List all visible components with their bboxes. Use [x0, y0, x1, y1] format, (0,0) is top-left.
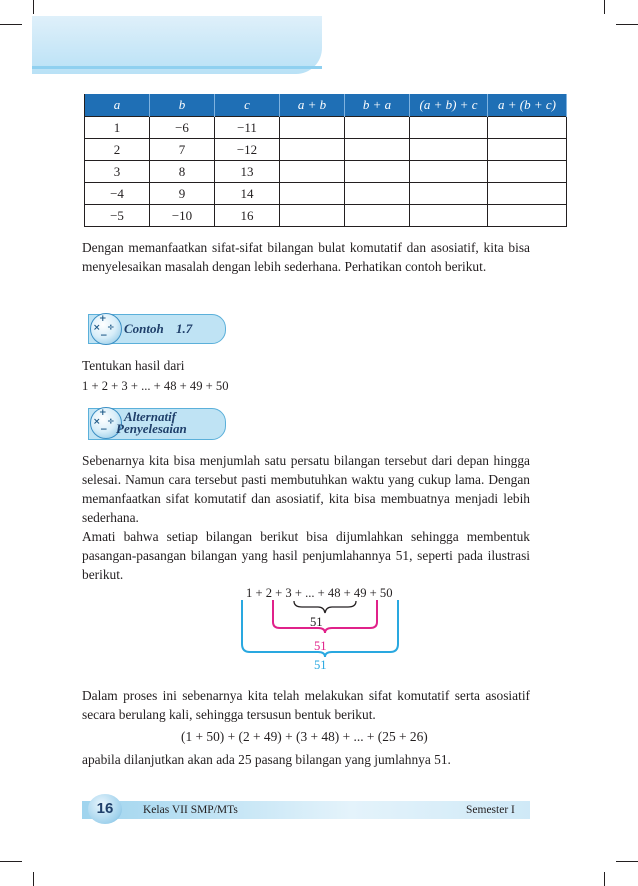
table-cell: 3	[85, 161, 150, 183]
solution-badge-line2: Penyelesaian	[116, 421, 187, 436]
table-cell: −11	[215, 117, 280, 139]
operations-table	[84, 94, 567, 227]
table-cell: 8	[150, 161, 215, 183]
table-cell	[488, 139, 567, 161]
inner-sum: 51	[310, 615, 323, 629]
solution-paragraph-1: Sebenarnya kita bisa menjumlah satu persatu bilangan tersebut dari depan hingga selesai. Namun cara tersebut pasti membutuhkan waktu yang cukup lama. Dengan memanfaatkan sifat komutatif dan asosiatif, kita bisa membuatnya menjadi lebih sederhana.	[82, 453, 530, 525]
example-expression: 1 + 2 + 3 + ... + 48 + 49 + 50	[82, 379, 229, 393]
crop-mark	[33, 872, 34, 886]
header-cell: a + b	[280, 94, 345, 117]
table-cell: 14	[215, 183, 280, 205]
crop-mark	[604, 872, 605, 886]
footer-semester: Semester I	[466, 804, 515, 816]
footer-book-title: Kelas VII SMP/MTs	[143, 804, 238, 816]
header-band-line	[32, 66, 322, 69]
table-cell: 7	[150, 139, 215, 161]
table-cell	[345, 183, 410, 205]
middle-bracket	[273, 600, 377, 633]
table-row	[85, 205, 567, 227]
table-cell: −10	[150, 205, 215, 227]
table-cell	[488, 117, 567, 139]
outer-sum: 51	[314, 658, 327, 672]
crop-mark	[604, 0, 605, 14]
table-cell: 13	[215, 161, 280, 183]
table-cell	[345, 161, 410, 183]
table-cell	[410, 183, 488, 205]
table-cell	[410, 117, 488, 139]
pair-expression: (1 + 50) + (2 + 49) + (3 + 48) + ... + (25 + 26)	[181, 729, 428, 744]
crop-mark	[33, 0, 34, 14]
header-cell: a + (b + c)	[488, 94, 567, 117]
table-cell: 2	[85, 139, 150, 161]
table-cell	[345, 117, 410, 139]
table-cell	[488, 161, 567, 183]
table-cell: 16	[215, 205, 280, 227]
page-number: 16	[88, 794, 122, 824]
inner-brace	[294, 601, 356, 613]
table-header-row	[85, 94, 567, 117]
example-badge-label: Contoh	[124, 321, 164, 336]
table-cell: −6	[150, 117, 215, 139]
table-cell	[488, 183, 567, 205]
middle-sum: 51	[314, 639, 327, 653]
closing-line: apabila dilanjutkan akan ada 25 pasang bilangan yang jumlahnya 51.	[82, 752, 451, 767]
table-cell	[345, 139, 410, 161]
crop-mark	[0, 24, 22, 25]
example-badge-number: 1.7	[176, 321, 193, 336]
table-cell: −4	[85, 183, 150, 205]
crop-mark	[0, 861, 22, 862]
table-cell: −5	[85, 205, 150, 227]
solution-badge-line1: Alternatif	[124, 409, 177, 424]
table-row	[85, 183, 567, 205]
table-cell	[280, 117, 345, 139]
table-cell: 9	[150, 183, 215, 205]
solution-paragraph-2: Amati bahwa setiap bilangan berikut bisa dijumlahkan sehingga membentuk pasangan-pasangan bilangan yang hasil penjumlahannya 51, seperti pada ilustrasi berikut.	[82, 529, 530, 582]
example-task: Tentukan hasil dari	[82, 358, 185, 373]
table-row	[85, 117, 567, 139]
header-cell: c	[215, 94, 280, 117]
table-cell	[280, 205, 345, 227]
table-cell	[488, 205, 567, 227]
math-operations-icon: + × ÷ −	[90, 407, 122, 439]
crop-mark	[616, 24, 638, 25]
table-cell	[280, 183, 345, 205]
table-row	[85, 161, 567, 183]
header-cell: b	[150, 94, 215, 117]
table-cell: 1	[85, 117, 150, 139]
table-cell	[280, 139, 345, 161]
table-row	[85, 139, 567, 161]
table-cell: −12	[215, 139, 280, 161]
table-cell	[410, 139, 488, 161]
solution-paragraph-3: Dalam proses ini sebenarnya kita telah melakukan sifat komutatif serta asosiatif secara berulang kali, sehingga tersusun bentuk berikut.	[82, 688, 530, 722]
crop-mark	[616, 861, 638, 862]
intro-paragraph: Dengan memanfaatkan sifat-sifat bilangan bulat komutatif dan asosiatif, kita bisa menyelesaikan masalah dengan lebih sederhana. Perhatikan contoh berikut.	[82, 240, 530, 274]
table-cell	[410, 205, 488, 227]
table-cell	[345, 205, 410, 227]
header-cell: b + a	[345, 94, 410, 117]
header-cell: a	[85, 94, 150, 117]
math-operations-icon: + × ÷ −	[90, 313, 122, 345]
table-cell	[410, 161, 488, 183]
table-cell	[280, 161, 345, 183]
header-cell: (a + b) + c	[410, 94, 488, 117]
illustration-expression: 1 + 2 + 3 + ... + 48 + 49 + 50	[246, 586, 393, 600]
